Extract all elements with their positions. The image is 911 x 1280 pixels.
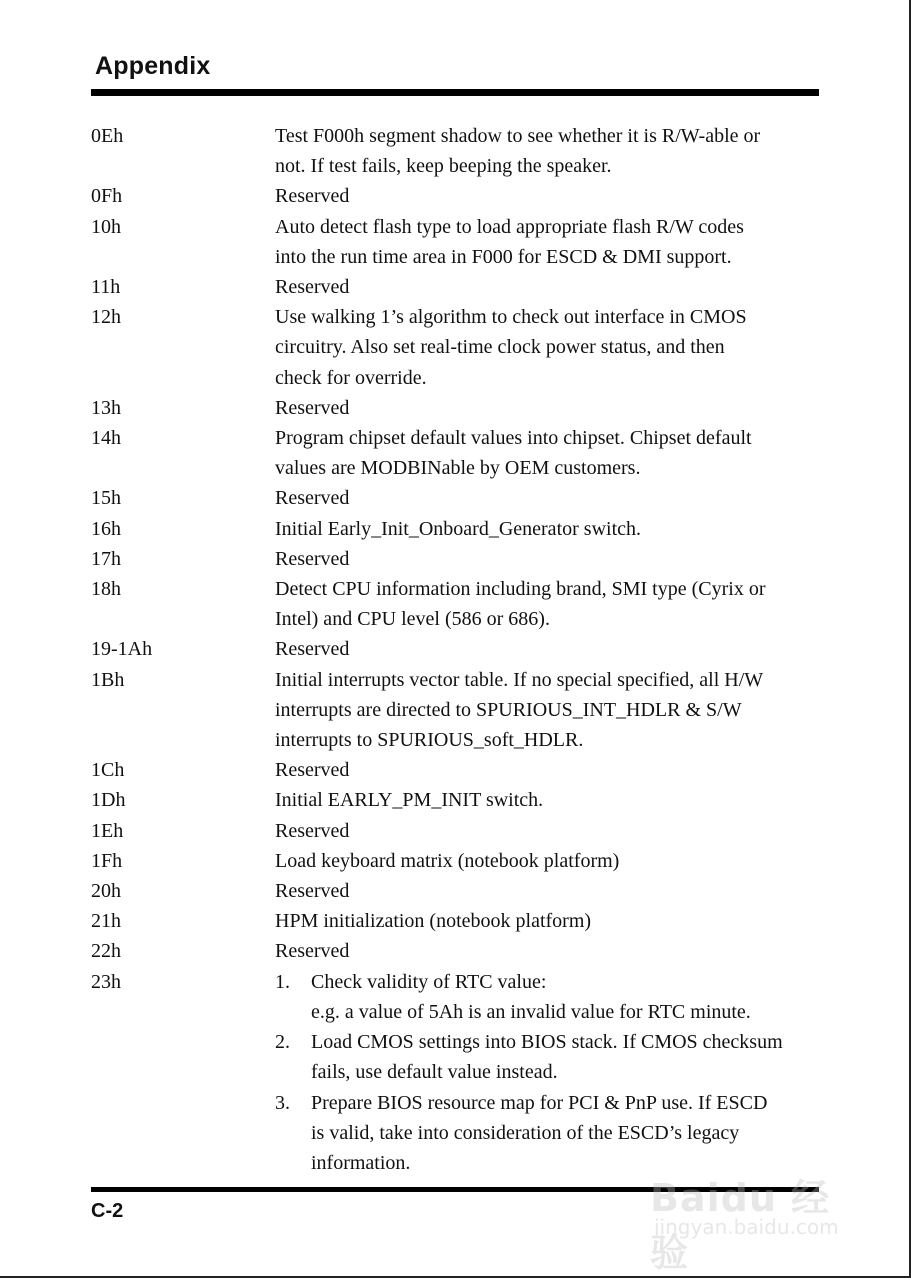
post-code: 16h xyxy=(91,517,121,540)
table-row xyxy=(91,181,831,211)
table-row xyxy=(91,302,831,393)
description-line: Reserved xyxy=(275,819,350,842)
description-line: Use walking 1’s algorithm to check out interface in CMOS xyxy=(275,306,747,329)
post-code: 15h xyxy=(91,487,121,510)
description-line: information. xyxy=(311,1151,411,1174)
table-row xyxy=(91,423,831,483)
item-number: 3. xyxy=(275,1091,290,1114)
table-row xyxy=(91,121,831,181)
table-row xyxy=(91,755,831,785)
description-line: Reserved xyxy=(275,759,350,782)
description-line: HPM initialization (notebook platform) xyxy=(275,910,592,933)
description-line: Auto detect flash type to load appropriate flash R/W codes xyxy=(275,215,744,238)
description-line: Reserved xyxy=(275,940,350,963)
post-code: 10h xyxy=(91,215,121,238)
description-line: Reserved xyxy=(275,880,350,903)
watermark-logo-text: Baidu 经验 xyxy=(650,1176,831,1275)
table-row xyxy=(91,665,831,756)
post-code: 13h xyxy=(91,396,121,419)
post-description xyxy=(275,514,831,544)
description-line: interrupts to SPURIOUS_soft_HDLR. xyxy=(275,729,584,752)
post-description xyxy=(275,212,831,272)
table-row xyxy=(91,393,831,423)
post-code: 0Fh xyxy=(91,185,123,208)
description-line: Reserved xyxy=(275,276,350,299)
post-code: 1Eh xyxy=(91,819,124,842)
post-description xyxy=(275,906,831,936)
post-description xyxy=(275,785,831,815)
description-line: values are MODBINable by OEM customers. xyxy=(275,457,641,480)
table-row xyxy=(91,785,831,815)
post-description xyxy=(275,876,831,906)
description-line: Test F000h segment shadow to see whether it is R/W-able or xyxy=(275,125,761,147)
description-line: Prepare BIOS resource map for PCI & PnP use. If ESCD xyxy=(311,1091,768,1114)
description-line: not. If test fails, keep beeping the speaker. xyxy=(275,155,612,178)
watermark xyxy=(640,1145,860,1275)
table-row xyxy=(91,816,831,846)
header-rule xyxy=(91,89,819,96)
post-code: 19-1Ah xyxy=(91,638,153,661)
description-line: Check validity of RTC value: xyxy=(311,970,547,993)
description-line: interrupts are directed to SPURIOUS_INT_HDLR & S/W xyxy=(275,698,742,721)
description-line: Load CMOS settings into BIOS stack. If CMOS checksum xyxy=(311,1031,783,1054)
description-line: circuitry. Also set real-time clock power status, and then xyxy=(275,336,725,359)
page-number: C-2 xyxy=(91,1200,124,1222)
description-line: into the run time area in F000 for ESCD & DMI support. xyxy=(275,245,732,268)
description-line: check for override. xyxy=(275,366,427,389)
table-row xyxy=(91,544,831,574)
post-code: 1Ch xyxy=(91,759,125,782)
table-row xyxy=(91,906,831,936)
post-code: 21h xyxy=(91,910,121,933)
description-line: e.g. a value of 5Ah is an invalid value for RTC minute. xyxy=(311,1000,751,1023)
description-line: Program chipset default values into chipset. Chipset default xyxy=(275,427,752,450)
table-row xyxy=(91,514,831,544)
post-description xyxy=(275,816,831,846)
post-description xyxy=(275,121,831,181)
post-description xyxy=(275,544,831,574)
description-line: Reserved xyxy=(275,487,350,510)
table-row xyxy=(91,574,831,634)
description-line: Load keyboard matrix (notebook platform) xyxy=(275,849,620,872)
table-row xyxy=(91,483,831,513)
post-description xyxy=(275,574,831,634)
description-line: Initial interrupts vector table. If no special specified, all H/W xyxy=(275,668,764,691)
description-line: Reserved xyxy=(275,185,350,208)
post-code: 1Bh xyxy=(91,668,125,691)
post-code: 23h xyxy=(91,970,121,993)
description-line: is valid, take into consideration of the ESCD’s legacy xyxy=(311,1121,740,1144)
post-code: 0Eh xyxy=(91,125,124,147)
post-code: 12h xyxy=(91,306,121,329)
post-description xyxy=(275,393,831,423)
post-description xyxy=(275,272,831,302)
item-number: 1. xyxy=(275,970,290,993)
table-row xyxy=(91,876,831,906)
post-description xyxy=(275,846,831,876)
post-code: 1Fh xyxy=(91,849,123,872)
description-line: Intel) and CPU level (586 or 686). xyxy=(275,608,550,631)
table-row xyxy=(91,272,831,302)
description-line: Reserved xyxy=(275,638,350,661)
watermark-url: jingyan.baidu.com xyxy=(654,1215,839,1239)
description-line: Reserved xyxy=(275,547,350,570)
description-line: fails, use default value instead. xyxy=(311,1061,558,1084)
description-line: Initial Early_Init_Onboard_Generator switch. xyxy=(275,517,641,540)
post-code: 1Dh xyxy=(91,789,126,812)
numbered-item xyxy=(275,1027,831,1087)
item-text xyxy=(311,967,831,1027)
post-code: 14h xyxy=(91,427,121,450)
numbered-item xyxy=(275,967,831,1027)
post-code: 22h xyxy=(91,940,121,963)
post-code: 18h xyxy=(91,578,121,601)
post-description xyxy=(275,936,831,966)
post-description xyxy=(275,665,831,756)
post-description xyxy=(275,755,831,785)
item-text xyxy=(311,1027,831,1087)
post-code: 17h xyxy=(91,547,121,570)
description-line: Reserved xyxy=(275,396,350,419)
description-line: Initial EARLY_PM_INIT switch. xyxy=(275,789,544,812)
post-description xyxy=(275,423,831,483)
item-number: 2. xyxy=(275,1031,290,1054)
table-row xyxy=(91,846,831,876)
description-line: Detect CPU information including brand, SMI type (Cyrix or xyxy=(275,578,766,601)
post-code: 20h xyxy=(91,880,121,903)
post-description xyxy=(275,181,831,211)
table-row xyxy=(91,634,831,664)
post-description xyxy=(275,634,831,664)
post-description xyxy=(275,302,831,393)
page-title: Appendix xyxy=(95,52,211,80)
post-code: 11h xyxy=(91,276,121,299)
table-row xyxy=(91,936,831,966)
post-description xyxy=(275,483,831,513)
post-code-table xyxy=(91,121,831,1178)
table-row xyxy=(91,212,831,272)
